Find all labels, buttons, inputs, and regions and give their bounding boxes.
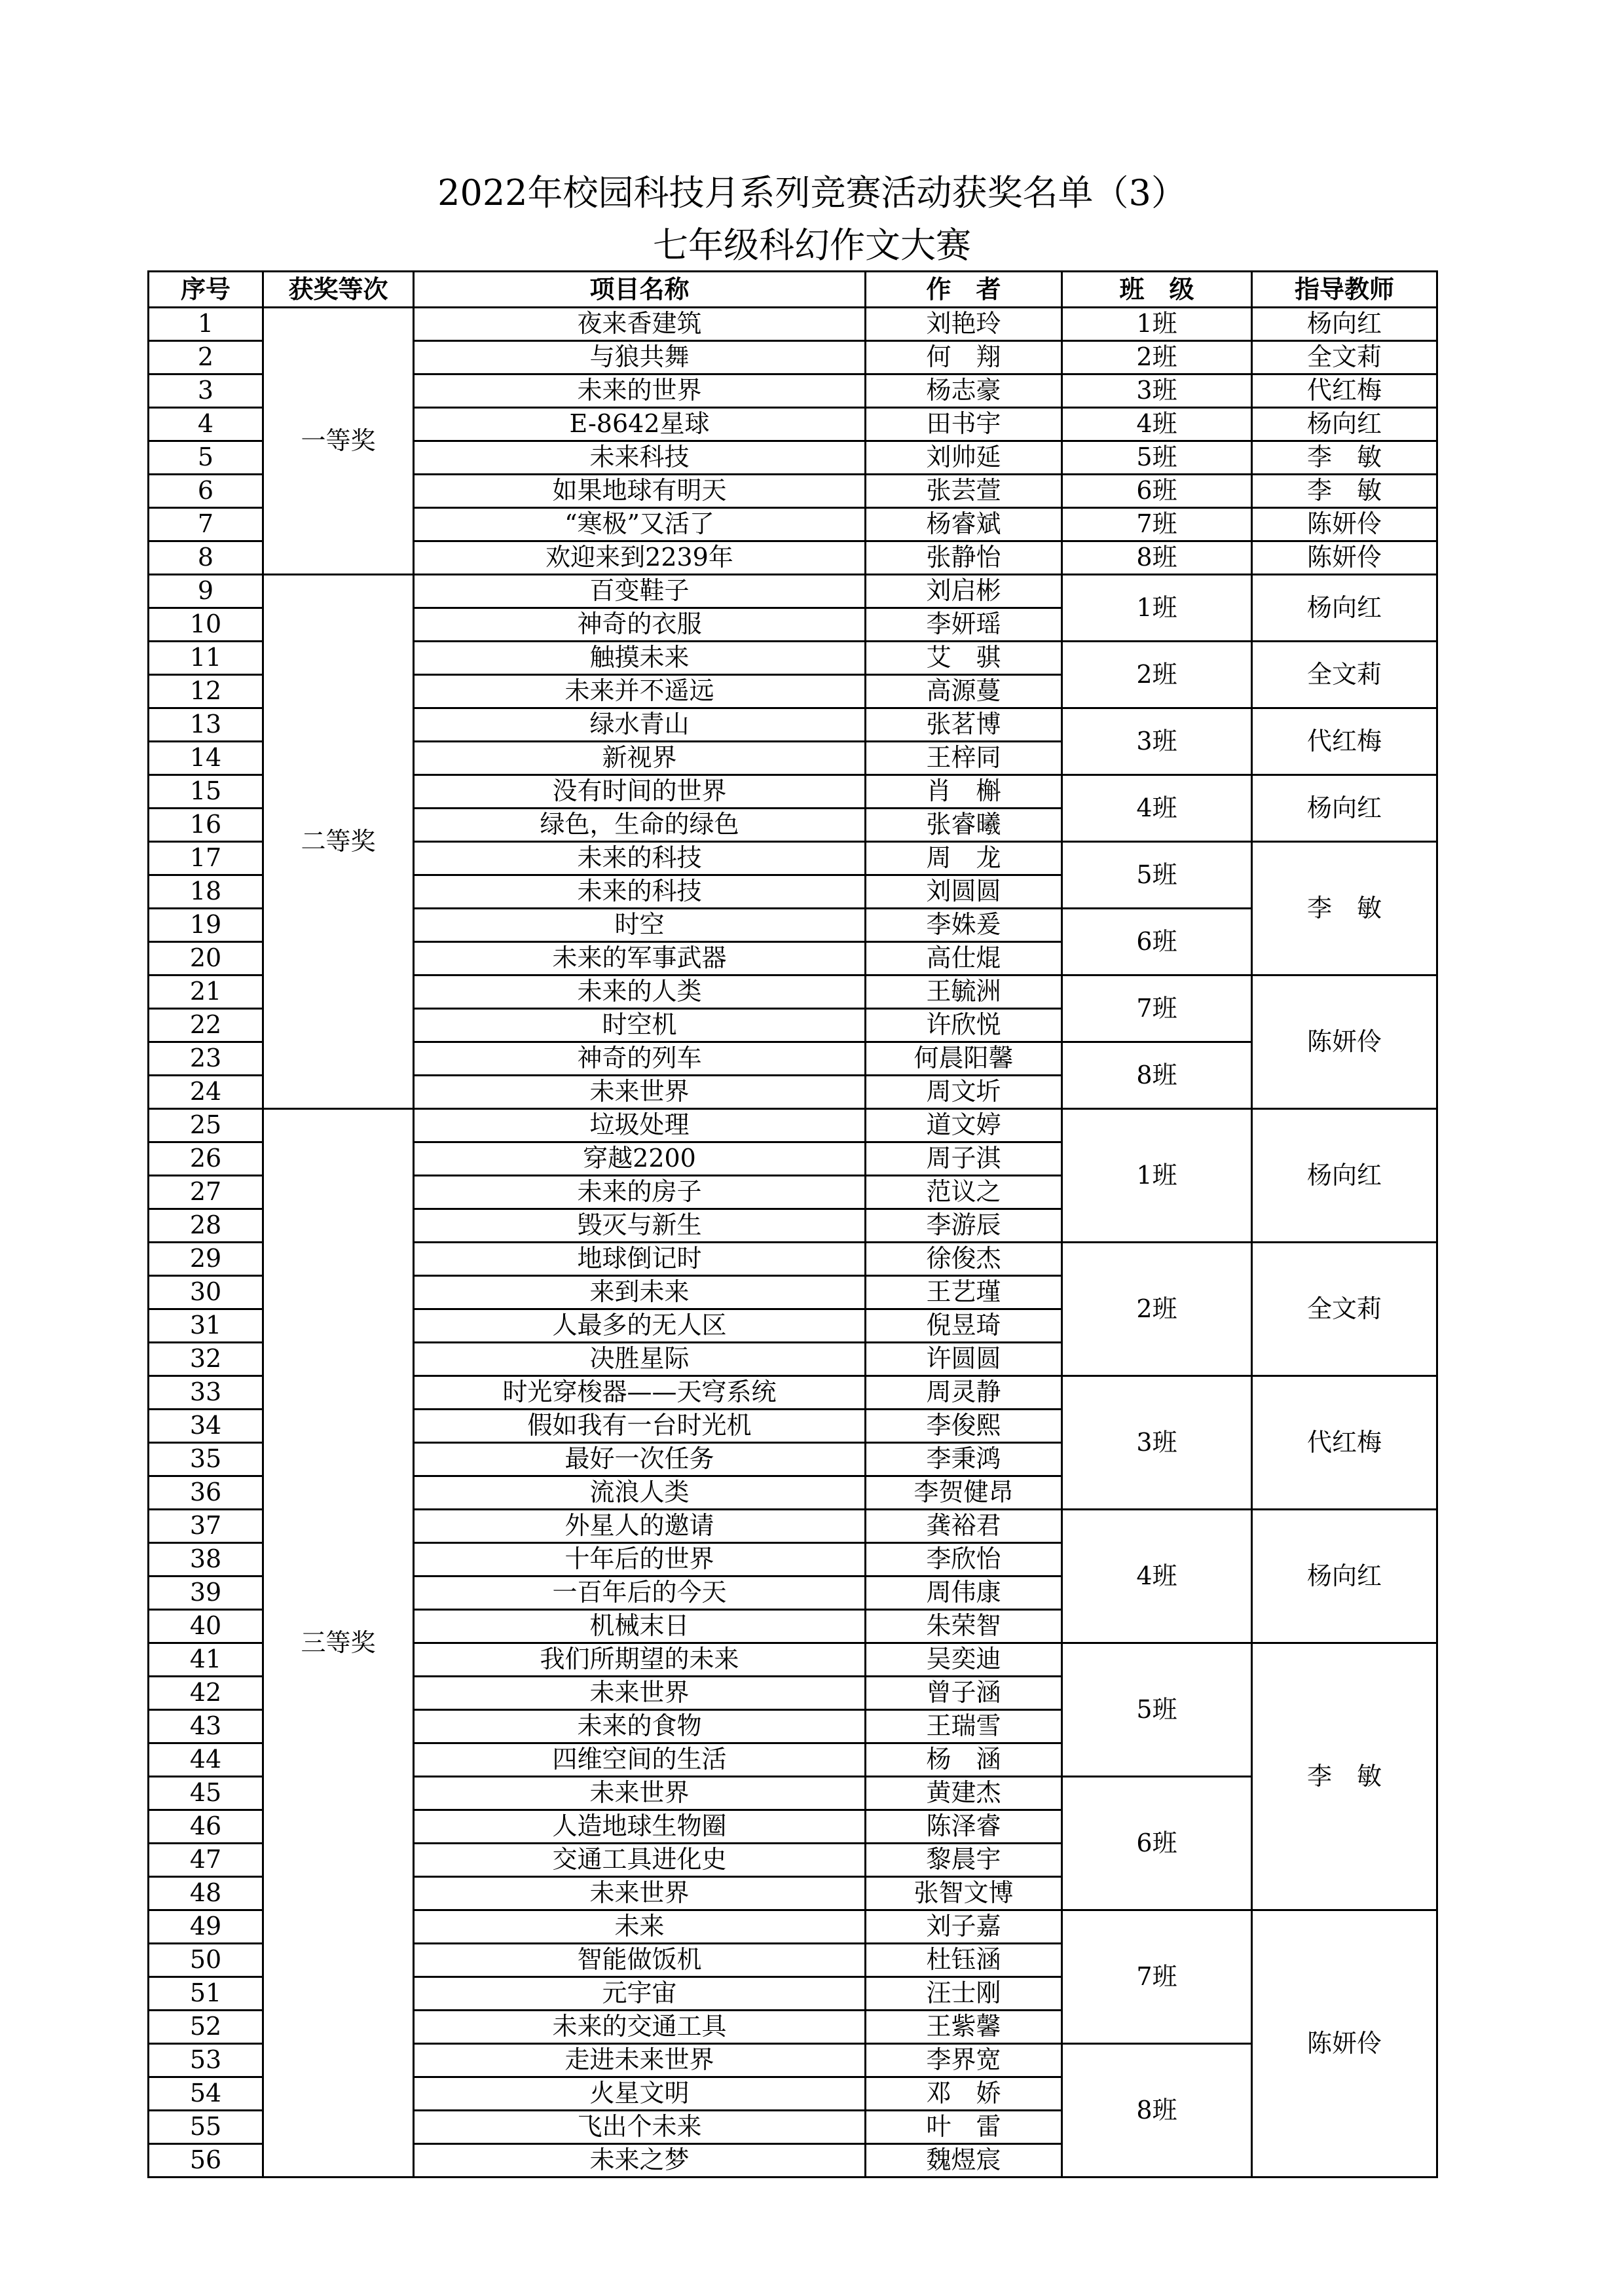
project-name-cell: 时空: [414, 909, 866, 942]
row-index: 15: [149, 775, 263, 809]
header-index: 序号: [149, 272, 263, 308]
project-name-cell: 火星文明: [414, 2077, 866, 2111]
project-name-cell: 绿水青山: [414, 708, 866, 742]
row-index: 19: [149, 909, 263, 942]
author-cell: 杨睿斌: [866, 508, 1062, 541]
author-cell: 陈泽睿: [866, 1810, 1062, 1844]
author-cell: 王艺瑾: [866, 1276, 1062, 1309]
author-cell: 艾 骐: [866, 642, 1062, 675]
project-name-cell: 未来的食物: [414, 1710, 866, 1743]
teacher-cell: 陈妍伶: [1252, 508, 1437, 541]
row-index: 4: [149, 408, 263, 441]
row-index: 1: [149, 308, 263, 341]
author-cell: 何 翔: [866, 341, 1062, 374]
teacher-cell: 全文莉: [1252, 341, 1437, 374]
author-cell: 何晨阳馨: [866, 1042, 1062, 1076]
class-cell: 5班: [1062, 842, 1252, 909]
row-index: 17: [149, 842, 263, 875]
header-author: 作 者: [866, 272, 1062, 308]
class-cell: 2班: [1062, 1243, 1252, 1376]
table-row: [149, 1109, 1437, 1142]
class-cell: 3班: [1062, 374, 1252, 408]
project-name-cell: 没有时间的世界: [414, 775, 866, 809]
author-cell: 许欣悦: [866, 1009, 1062, 1042]
row-index: 27: [149, 1176, 263, 1209]
class-cell: 8班: [1062, 541, 1252, 575]
row-index: 32: [149, 1343, 263, 1376]
award-level-cell: 一等奖: [263, 308, 414, 575]
project-name-cell: 新视界: [414, 742, 866, 775]
author-cell: 王梓同: [866, 742, 1062, 775]
author-cell: 张静怡: [866, 541, 1062, 575]
author-cell: 杜钰涵: [866, 1944, 1062, 1977]
project-name-cell: 时光穿梭器——天穹系统: [414, 1376, 866, 1410]
class-cell: 1班: [1062, 575, 1252, 642]
row-index: 10: [149, 608, 263, 642]
row-index: 23: [149, 1042, 263, 1076]
row-index: 40: [149, 1610, 263, 1643]
project-name-cell: 未来世界: [414, 1076, 866, 1109]
row-index: 45: [149, 1777, 263, 1810]
row-index: 39: [149, 1576, 263, 1610]
project-name-cell: 未来的科技: [414, 875, 866, 909]
class-cell: 8班: [1062, 2044, 1252, 2178]
header-teacher: 指导教师: [1252, 272, 1437, 308]
class-cell: 5班: [1062, 1643, 1252, 1777]
row-index: 6: [149, 475, 263, 508]
author-cell: 王瑞雪: [866, 1710, 1062, 1743]
row-index: 49: [149, 1910, 263, 1944]
project-name-cell: 触摸未来: [414, 642, 866, 675]
author-cell: 李欣怡: [866, 1543, 1062, 1576]
teacher-cell: 陈妍伶: [1252, 1910, 1437, 2178]
row-index: 9: [149, 575, 263, 608]
project-name-cell: 人造地球生物圈: [414, 1810, 866, 1844]
class-cell: 2班: [1062, 642, 1252, 708]
teacher-cell: 代红梅: [1252, 374, 1437, 408]
project-name-cell: 四维空间的生活: [414, 1743, 866, 1777]
row-index: 20: [149, 942, 263, 975]
project-name-cell: 未来世界: [414, 1777, 866, 1810]
project-name-cell: 穿越2200: [414, 1142, 866, 1176]
project-name-cell: 神奇的衣服: [414, 608, 866, 642]
author-cell: 张芸萱: [866, 475, 1062, 508]
project-name-cell: 假如我有一台时光机: [414, 1410, 866, 1443]
row-index: 56: [149, 2144, 263, 2178]
row-index: 37: [149, 1510, 263, 1543]
author-cell: 张智文博: [866, 1877, 1062, 1910]
class-cell: 1班: [1062, 308, 1252, 341]
teacher-cell: 李 敏: [1252, 842, 1437, 975]
author-cell: 刘帅延: [866, 441, 1062, 475]
award-level-cell: 三等奖: [263, 1109, 414, 2178]
row-index: 22: [149, 1009, 263, 1042]
class-cell: 6班: [1062, 475, 1252, 508]
row-index: 33: [149, 1376, 263, 1410]
project-name-cell: 如果地球有明天: [414, 475, 866, 508]
project-name-cell: 未来科技: [414, 441, 866, 475]
document-title: 2022年校园科技月系列竞赛活动获奖名单（3）: [437, 172, 1187, 213]
row-index: 31: [149, 1309, 263, 1343]
author-cell: 杨 涵: [866, 1743, 1062, 1777]
author-cell: 李游辰: [866, 1209, 1062, 1243]
table-row: [149, 575, 1437, 608]
project-name-cell: 决胜星际: [414, 1343, 866, 1376]
author-cell: 李贺健昂: [866, 1476, 1062, 1510]
row-index: 8: [149, 541, 263, 575]
author-cell: 许圆圆: [866, 1343, 1062, 1376]
class-cell: 1班: [1062, 1109, 1252, 1243]
author-cell: 刘启彬: [866, 575, 1062, 608]
header-class: 班 级: [1062, 272, 1252, 308]
author-cell: 黄建杰: [866, 1777, 1062, 1810]
author-cell: 刘子嘉: [866, 1910, 1062, 1944]
author-cell: 周伟康: [866, 1576, 1062, 1610]
row-index: 11: [149, 642, 263, 675]
row-index: 38: [149, 1543, 263, 1576]
author-cell: 肖 槲: [866, 775, 1062, 809]
project-name-cell: 走进未来世界: [414, 2044, 866, 2077]
project-name-cell: 绿色，生命的绿色: [414, 809, 866, 842]
row-index: 14: [149, 742, 263, 775]
author-cell: 曾子涵: [866, 1677, 1062, 1710]
project-name-cell: 来到未来: [414, 1276, 866, 1309]
class-cell: 7班: [1062, 508, 1252, 541]
row-index: 24: [149, 1076, 263, 1109]
row-index: 26: [149, 1142, 263, 1176]
author-cell: 周 龙: [866, 842, 1062, 875]
class-cell: 2班: [1062, 341, 1252, 374]
row-index: 5: [149, 441, 263, 475]
project-name-cell: 未来的人类: [414, 975, 866, 1009]
project-name-cell: 未来的房子: [414, 1176, 866, 1209]
project-name-cell: 地球倒记时: [414, 1243, 866, 1276]
author-cell: 魏煜宸: [866, 2144, 1062, 2178]
teacher-cell: 李 敏: [1252, 441, 1437, 475]
project-name-cell: 神奇的列车: [414, 1042, 866, 1076]
project-name-cell: 未来的世界: [414, 374, 866, 408]
table-header-row: [149, 272, 1437, 308]
row-index: 2: [149, 341, 263, 374]
row-index: 21: [149, 975, 263, 1009]
project-name-cell: 百变鞋子: [414, 575, 866, 608]
row-index: 7: [149, 508, 263, 541]
teacher-cell: 代红梅: [1252, 1376, 1437, 1510]
author-cell: 张睿曦: [866, 809, 1062, 842]
author-cell: 黎晨宇: [866, 1844, 1062, 1877]
row-index: 41: [149, 1643, 263, 1677]
author-cell: 杨志豪: [866, 374, 1062, 408]
row-index: 16: [149, 809, 263, 842]
author-cell: 刘圆圆: [866, 875, 1062, 909]
author-cell: 邓 娇: [866, 2077, 1062, 2111]
author-cell: 叶 雷: [866, 2111, 1062, 2144]
award-level-cell: 二等奖: [263, 575, 414, 1109]
class-cell: 5班: [1062, 441, 1252, 475]
award-table: [147, 270, 1438, 2178]
author-cell: 徐俊杰: [866, 1243, 1062, 1276]
teacher-cell: 杨向红: [1252, 775, 1437, 842]
row-index: 36: [149, 1476, 263, 1510]
project-name-cell: 未来的交通工具: [414, 2011, 866, 2044]
teacher-cell: 李 敏: [1252, 475, 1437, 508]
header-project-name: 项目名称: [414, 272, 866, 308]
author-cell: 周灵静: [866, 1376, 1062, 1410]
author-cell: 田书宇: [866, 408, 1062, 441]
class-cell: 6班: [1062, 909, 1252, 975]
author-cell: 李秉鸿: [866, 1443, 1062, 1476]
teacher-cell: 全文莉: [1252, 1243, 1437, 1376]
project-name-cell: 毁灭与新生: [414, 1209, 866, 1243]
project-name-cell: 元宇宙: [414, 1977, 866, 2011]
project-name-cell: 最好一次任务: [414, 1443, 866, 1476]
row-index: 47: [149, 1844, 263, 1877]
project-name-cell: 机械末日: [414, 1610, 866, 1643]
table-body: [149, 308, 1437, 2178]
row-index: 30: [149, 1276, 263, 1309]
author-cell: 王紫馨: [866, 2011, 1062, 2044]
row-index: 18: [149, 875, 263, 909]
row-index: 43: [149, 1710, 263, 1743]
project-name-cell: 欢迎来到2239年: [414, 541, 866, 575]
row-index: 13: [149, 708, 263, 742]
row-index: 29: [149, 1243, 263, 1276]
author-cell: 朱荣智: [866, 1610, 1062, 1643]
class-cell: 6班: [1062, 1777, 1252, 1910]
project-name-cell: 时空机: [414, 1009, 866, 1042]
author-cell: 倪昱琦: [866, 1309, 1062, 1343]
class-cell: 3班: [1062, 708, 1252, 775]
teacher-cell: 杨向红: [1252, 1510, 1437, 1643]
class-cell: 4班: [1062, 775, 1252, 842]
author-cell: 周子淇: [866, 1142, 1062, 1176]
author-cell: 吴奕迪: [866, 1643, 1062, 1677]
project-name-cell: 与狼共舞: [414, 341, 866, 374]
author-cell: 张茗博: [866, 708, 1062, 742]
project-name-cell: 未来的科技: [414, 842, 866, 875]
row-index: 46: [149, 1810, 263, 1844]
teacher-cell: 李 敏: [1252, 1643, 1437, 1910]
project-name-cell: 未来之梦: [414, 2144, 866, 2178]
teacher-cell: 代红梅: [1252, 708, 1437, 775]
project-name-cell: “寒极”又活了: [414, 508, 866, 541]
row-index: 12: [149, 675, 263, 708]
row-index: 34: [149, 1410, 263, 1443]
project-name-cell: 未来世界: [414, 1677, 866, 1710]
project-name-cell: 我们所期望的未来: [414, 1643, 866, 1677]
author-cell: 道文婷: [866, 1109, 1062, 1142]
project-name-cell: 流浪人类: [414, 1476, 866, 1510]
header-award-level: 获奖等次: [263, 272, 414, 308]
document-subtitle: 七年级科幻作文大赛: [653, 225, 971, 266]
class-cell: 8班: [1062, 1042, 1252, 1109]
teacher-cell: 杨向红: [1252, 408, 1437, 441]
author-cell: 李姝爰: [866, 909, 1062, 942]
teacher-cell: 杨向红: [1252, 1109, 1437, 1243]
class-cell: 7班: [1062, 975, 1252, 1042]
row-index: 53: [149, 2044, 263, 2077]
author-cell: 刘艳玲: [866, 308, 1062, 341]
author-cell: 周文圻: [866, 1076, 1062, 1109]
project-name-cell: 未来世界: [414, 1877, 866, 1910]
row-index: 48: [149, 1877, 263, 1910]
project-name-cell: 未来并不遥远: [414, 675, 866, 708]
project-name-cell: 垃圾处理: [414, 1109, 866, 1142]
row-index: 55: [149, 2111, 263, 2144]
class-cell: 7班: [1062, 1910, 1252, 2044]
teacher-cell: 陈妍伶: [1252, 975, 1437, 1109]
project-name-cell: 一百年后的今天: [414, 1576, 866, 1610]
row-index: 44: [149, 1743, 263, 1777]
project-name-cell: 外星人的邀请: [414, 1510, 866, 1543]
teacher-cell: 陈妍伶: [1252, 541, 1437, 575]
row-index: 42: [149, 1677, 263, 1710]
row-index: 52: [149, 2011, 263, 2044]
author-cell: 汪士刚: [866, 1977, 1062, 2011]
teacher-cell: 杨向红: [1252, 575, 1437, 642]
class-cell: 4班: [1062, 408, 1252, 441]
author-cell: 李俊熙: [866, 1410, 1062, 1443]
table-row: [149, 308, 1437, 341]
class-cell: 4班: [1062, 1510, 1252, 1643]
project-name-cell: 十年后的世界: [414, 1543, 866, 1576]
author-cell: 高仕焜: [866, 942, 1062, 975]
row-index: 54: [149, 2077, 263, 2111]
author-cell: 李妍瑶: [866, 608, 1062, 642]
project-name-cell: 交通工具进化史: [414, 1844, 866, 1877]
row-index: 50: [149, 1944, 263, 1977]
row-index: 25: [149, 1109, 263, 1142]
class-cell: 3班: [1062, 1376, 1252, 1510]
author-cell: 龚裕君: [866, 1510, 1062, 1543]
author-cell: 李界宽: [866, 2044, 1062, 2077]
author-cell: 王毓洲: [866, 975, 1062, 1009]
row-index: 35: [149, 1443, 263, 1476]
project-name-cell: 智能做饭机: [414, 1944, 866, 1977]
project-name-cell: 飞出个未来: [414, 2111, 866, 2144]
author-cell: 高源蔓: [866, 675, 1062, 708]
teacher-cell: 杨向红: [1252, 308, 1437, 341]
project-name-cell: 夜来香建筑: [414, 308, 866, 341]
teacher-cell: 全文莉: [1252, 642, 1437, 708]
project-name-cell: 人最多的无人区: [414, 1309, 866, 1343]
row-index: 28: [149, 1209, 263, 1243]
project-name-cell: 未来的军事武器: [414, 942, 866, 975]
row-index: 51: [149, 1977, 263, 2011]
project-name-cell: 未来: [414, 1910, 866, 1944]
author-cell: 范议之: [866, 1176, 1062, 1209]
row-index: 3: [149, 374, 263, 408]
project-name-cell: E-8642星球: [414, 408, 866, 441]
